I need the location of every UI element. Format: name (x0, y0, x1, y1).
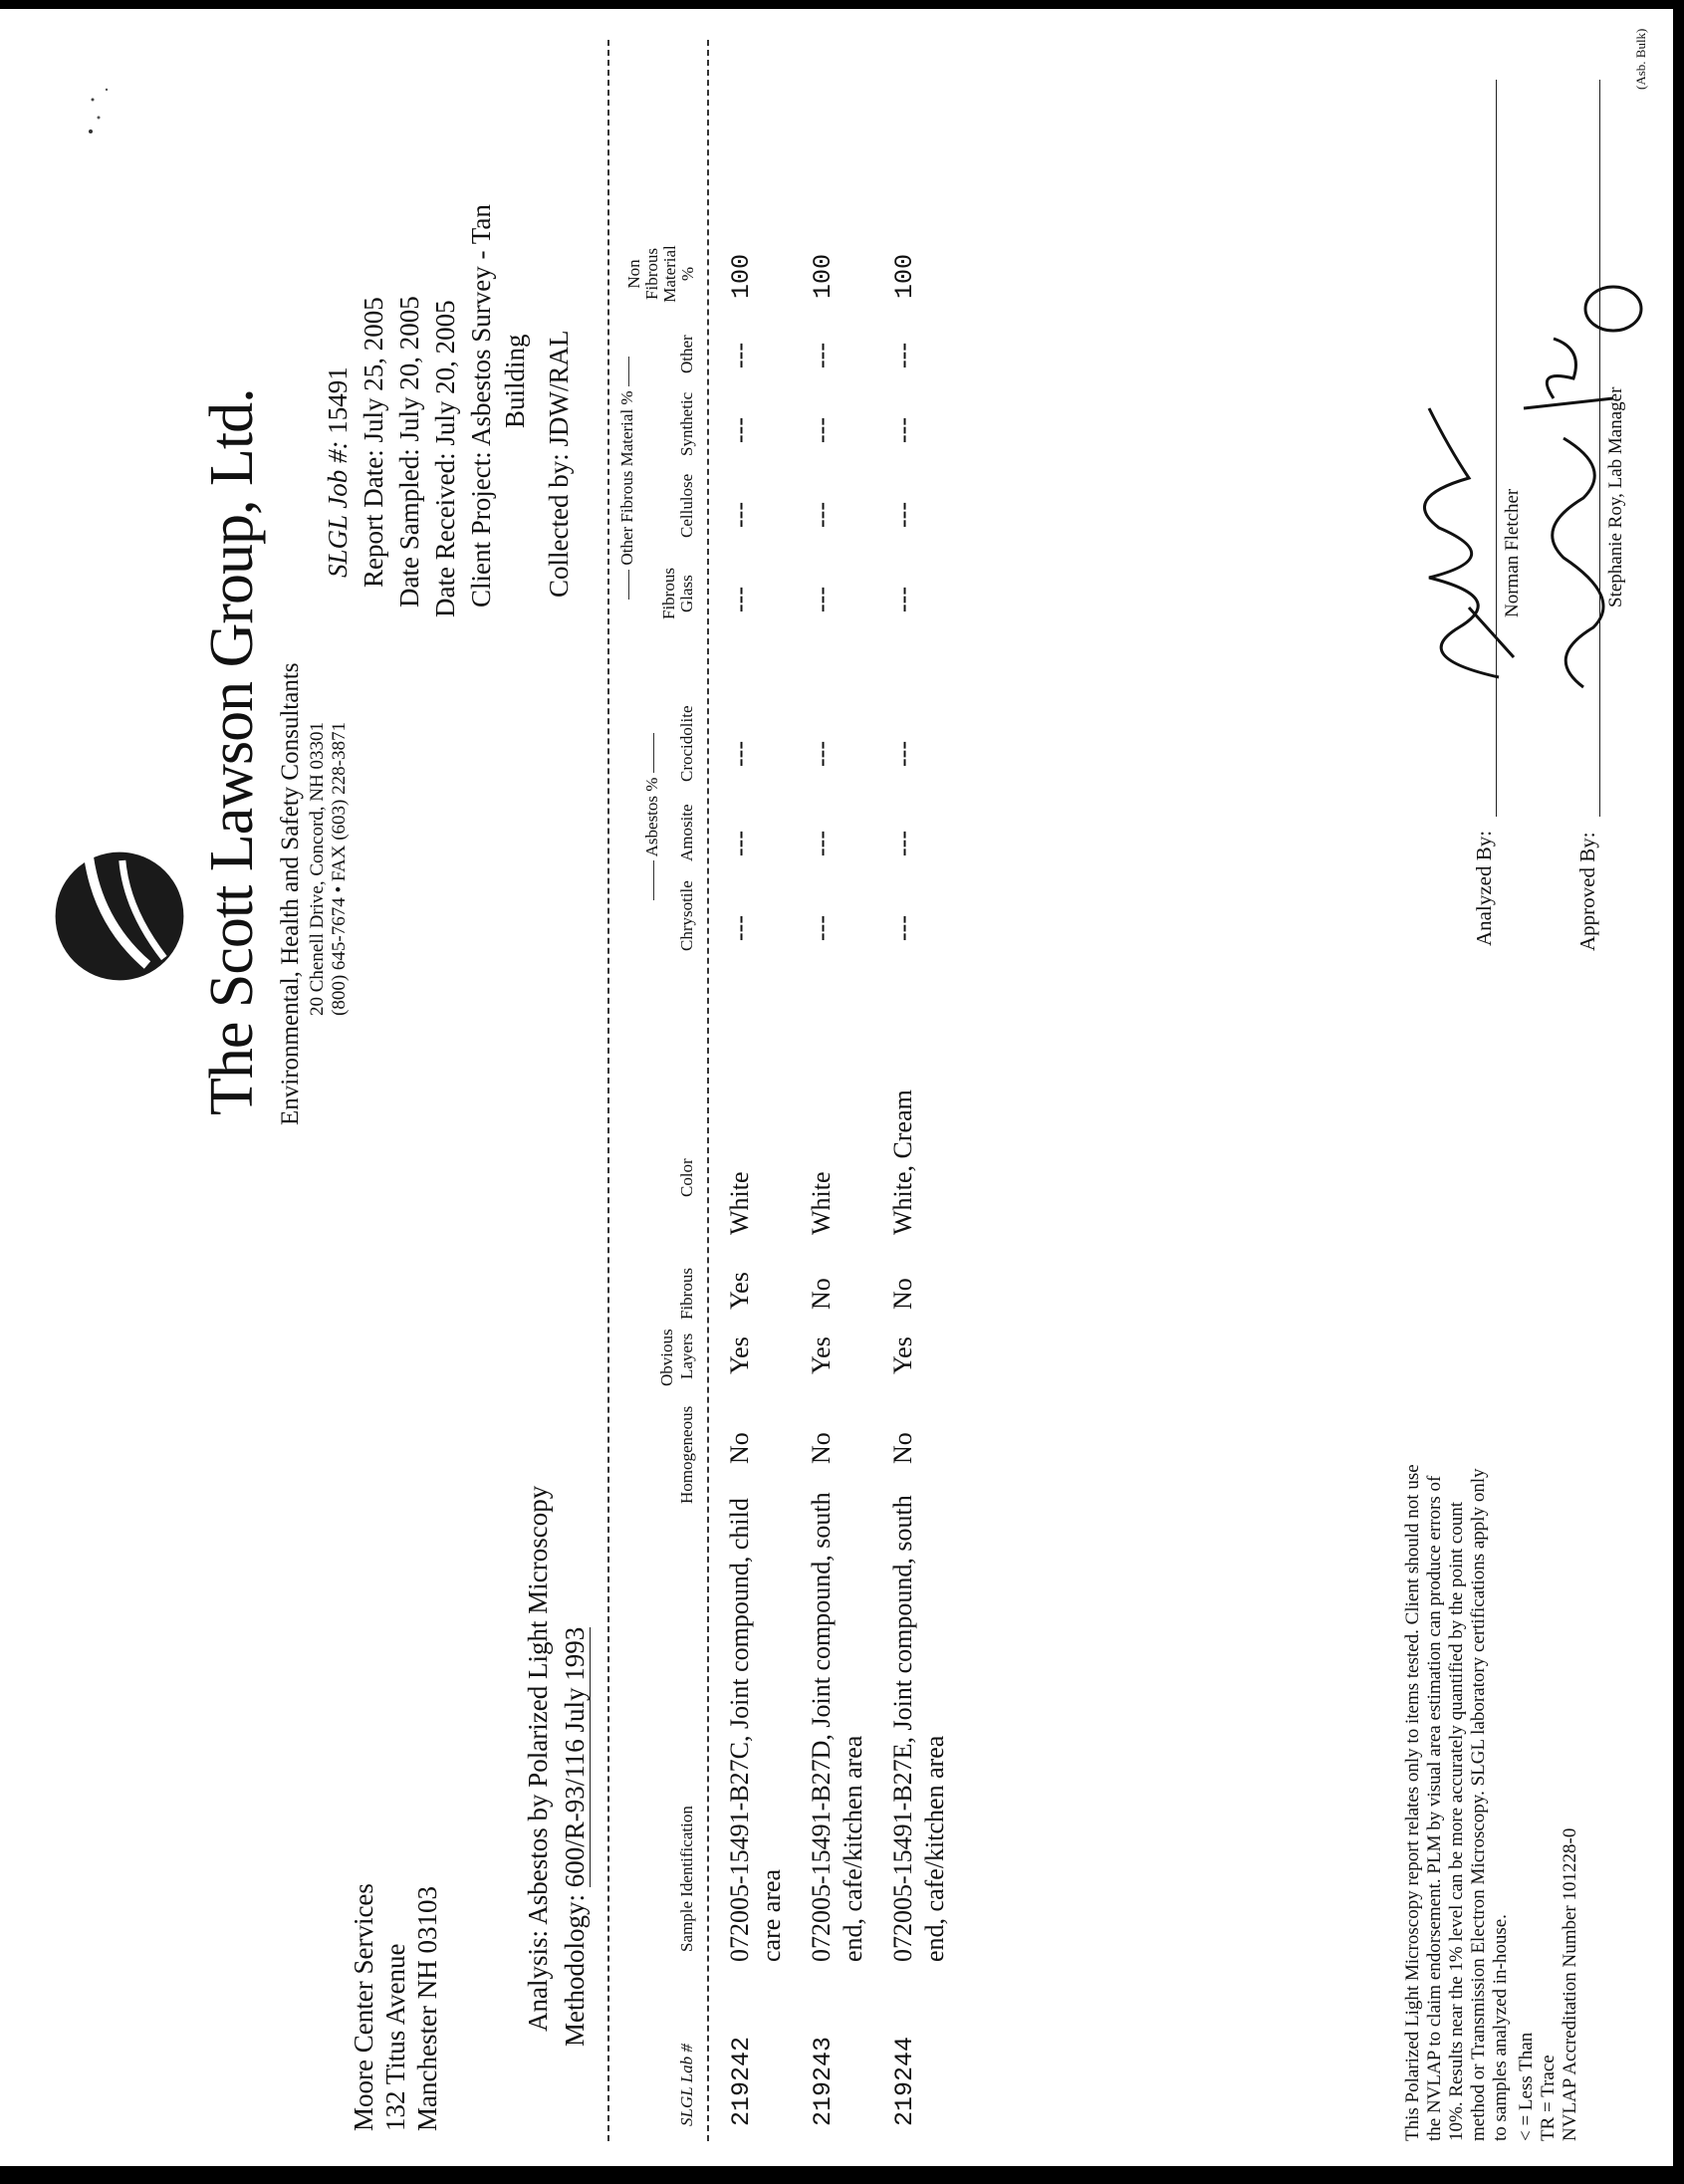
analysis-row (523, 1486, 554, 2032)
row1-other: --- (725, 343, 754, 368)
row1-sample-id-continued: care area (757, 1868, 786, 1962)
table-header-rule (707, 40, 709, 2141)
collected-by-label: Collected by: (544, 453, 574, 598)
row2-layers: Yes (807, 1336, 836, 1374)
row2-synthetic: --- (807, 417, 836, 443)
header-color: Color (677, 1158, 696, 1197)
row1-layers: Yes (725, 1336, 754, 1374)
legend-trace: TR = Trace (1538, 2055, 1559, 2141)
row1-fibrous-glass: --- (725, 587, 754, 612)
header-other: Other (677, 335, 696, 373)
header-lab-number: SLGL Lab # (677, 2044, 696, 2126)
row1-synthetic: --- (725, 417, 754, 443)
analysis-label: Analysis: (523, 1929, 553, 2032)
row1-sample-id: 072005-15491-B27C, Joint compound, child (725, 1498, 754, 1962)
nvlap-accreditation: NVLAP Accreditation Number 101228-0 (1560, 1827, 1580, 2141)
analyzed-by-label: Analyzed By: (1472, 830, 1496, 946)
scan-border-top (0, 0, 1684, 9)
methodology-label: Methodology: (560, 1894, 590, 2047)
row3-non-fibrous: 100 (890, 253, 919, 299)
disclaimer-line-3: 10%. Results near the 1% level can be more accurately quantified by the point count (1446, 1501, 1467, 2141)
date-sampled: July 20, 2005 (394, 296, 424, 442)
row3-sample-id: 072005-15491-B27E, Joint compound, south (888, 1495, 917, 1962)
row3-chrysotile: --- (888, 915, 917, 941)
job-number-row (323, 366, 354, 578)
legend-less-than: < = Less Than (1516, 2032, 1537, 2141)
row3-cellulose: --- (888, 502, 917, 528)
row1-fibrous: Yes (725, 1272, 754, 1310)
row1-cellulose: --- (725, 502, 754, 528)
approved-by-signature (1504, 279, 1653, 697)
header-crocidolite: Crocidolite (677, 705, 696, 782)
row2-fibrous-glass: --- (807, 587, 836, 612)
header-sample-identification: Sample Identification (677, 1806, 696, 1952)
collected-by-row (544, 331, 575, 598)
header-layers: Layers (677, 1333, 696, 1379)
company-phone: (800) 645-7674 • FAX (603) 228-3871 (329, 722, 350, 1016)
header-obvious: Obvious (657, 1329, 676, 1386)
row2-fibrous: No (807, 1278, 836, 1310)
report-date: July 25, 2005 (359, 297, 388, 443)
job-number: 15491 (323, 366, 353, 434)
row1-non-fibrous: 100 (727, 253, 756, 299)
company-name: The Scott Lawson Group, Ltd. (198, 388, 266, 1115)
client-project-row (466, 204, 497, 607)
report-page (10, 10, 1663, 2161)
approved-by-label: Approved By: (1575, 832, 1599, 951)
row1-chrysotile: --- (725, 915, 754, 941)
scan-speck-marks (85, 80, 115, 139)
client-project-continued: Building (500, 334, 530, 428)
disclaimer-line-1: This Polarized Light Microscopy report relates only to items tested. Client should not use (1402, 1464, 1423, 2141)
collected-by: JDW/RAL (544, 330, 574, 447)
row2-sample-id-continued: end, cafe/kitchen area (839, 1735, 867, 1962)
row2-amosite: --- (807, 831, 836, 856)
row3-other: --- (888, 343, 917, 368)
client-city: Manchester NH 03103 (412, 1886, 442, 2131)
row1-crocidolite: --- (725, 741, 754, 767)
date-sampled-label: Date Sampled: (394, 448, 424, 607)
row1-color: White (725, 1171, 754, 1235)
analysis-method: Asbestos by Polarized Light Microscopy (523, 1485, 553, 1925)
methodology-row (560, 1627, 591, 2047)
date-received-row (430, 300, 461, 617)
row3-synthetic: --- (888, 417, 917, 443)
row3-color: White, Cream (888, 1090, 917, 1235)
row2-sample-id: 072005-15491-B27D, Joint compound, south (807, 1492, 836, 1962)
row3-lab-number: 219244 (890, 2036, 919, 2126)
header-non-fibrous: Non Fibrous Material % (624, 245, 697, 303)
disclaimer-line-5: to samples analyzed in-house. (1490, 1914, 1511, 2141)
client-name: Moore Center Services (349, 1883, 378, 2131)
header-amosite: Amosite (677, 804, 696, 861)
client-project-label: Client Project: (466, 451, 496, 607)
row3-crocidolite: --- (888, 741, 917, 767)
methodology: 600/R-93/116 July 1993 (560, 1626, 590, 1888)
client-project: Asbestos Survey - Tan (466, 204, 496, 446)
date-received: July 20, 2005 (430, 300, 460, 446)
row3-layers: Yes (888, 1336, 917, 1374)
row1-amosite: --- (725, 831, 754, 856)
company-logo-icon (50, 847, 189, 986)
scan-border-bottom (0, 2166, 1684, 2184)
row1-lab-number: 219242 (727, 2036, 756, 2126)
header-fibrous-glass-1: Fibrous (659, 568, 678, 619)
row2-other: --- (807, 343, 836, 368)
company-subtitle: Environmental, Health and Safety Consultants (277, 662, 304, 1125)
table-top-rule (607, 40, 609, 2141)
row2-chrysotile: --- (807, 915, 836, 941)
header-chrysotile: Chrysotile (677, 880, 696, 951)
header-fibrous-glass-2: Glass (677, 575, 696, 612)
company-address: 20 Chenell Drive, Concord, NH 03301 (307, 722, 328, 1016)
row2-cellulose: --- (807, 502, 836, 528)
row2-homogeneous: No (807, 1432, 836, 1464)
corner-code: (Asb. Bulk) (1633, 28, 1648, 90)
row3-sample-id-continued: end, cafe/kitchen area (920, 1735, 949, 1962)
disclaimer-line-2: the NVLAP to claim endorsement. PLM by visual area estimation can produce errors of (1424, 1475, 1445, 2141)
header-other-fibrous-group: Other Fibrous Material % (617, 329, 637, 627)
scan-border-right (1673, 0, 1684, 2184)
header-homogeneous: Homogeneous (677, 1405, 696, 1504)
row3-fibrous: No (888, 1278, 917, 1310)
date-received-label: Date Received: (430, 452, 460, 617)
row3-amosite: --- (888, 831, 917, 856)
row2-non-fibrous: 100 (809, 253, 838, 299)
row1-homogeneous: No (725, 1432, 754, 1464)
client-street: 132 Titus Avenue (380, 1943, 410, 2131)
approver-name: Stephanie Roy, Lab Manager (1605, 386, 1626, 607)
header-synthetic: Synthetic (677, 391, 696, 456)
report-date-row (359, 297, 389, 588)
date-sampled-row (394, 296, 425, 607)
header-asbestos-group: Asbestos % (642, 707, 662, 926)
analyst-name: Norman Fletcher (1502, 488, 1523, 617)
header-fibrous: Fibrous (677, 1268, 696, 1320)
row3-fibrous-glass: --- (888, 587, 917, 612)
row2-crocidolite: --- (807, 741, 836, 767)
report-date-label: Report Date: (359, 449, 388, 588)
row3-homogeneous: No (888, 1432, 917, 1464)
job-number-label: SLGL Job #: (323, 440, 353, 578)
row2-lab-number: 219243 (809, 2036, 838, 2126)
disclaimer-line-4: method or Transmission Electron Microscopy. SLGL laboratory certifications apply only (1468, 1468, 1489, 2141)
row2-color: White (807, 1171, 836, 1235)
header-cellulose: Cellulose (677, 473, 696, 538)
